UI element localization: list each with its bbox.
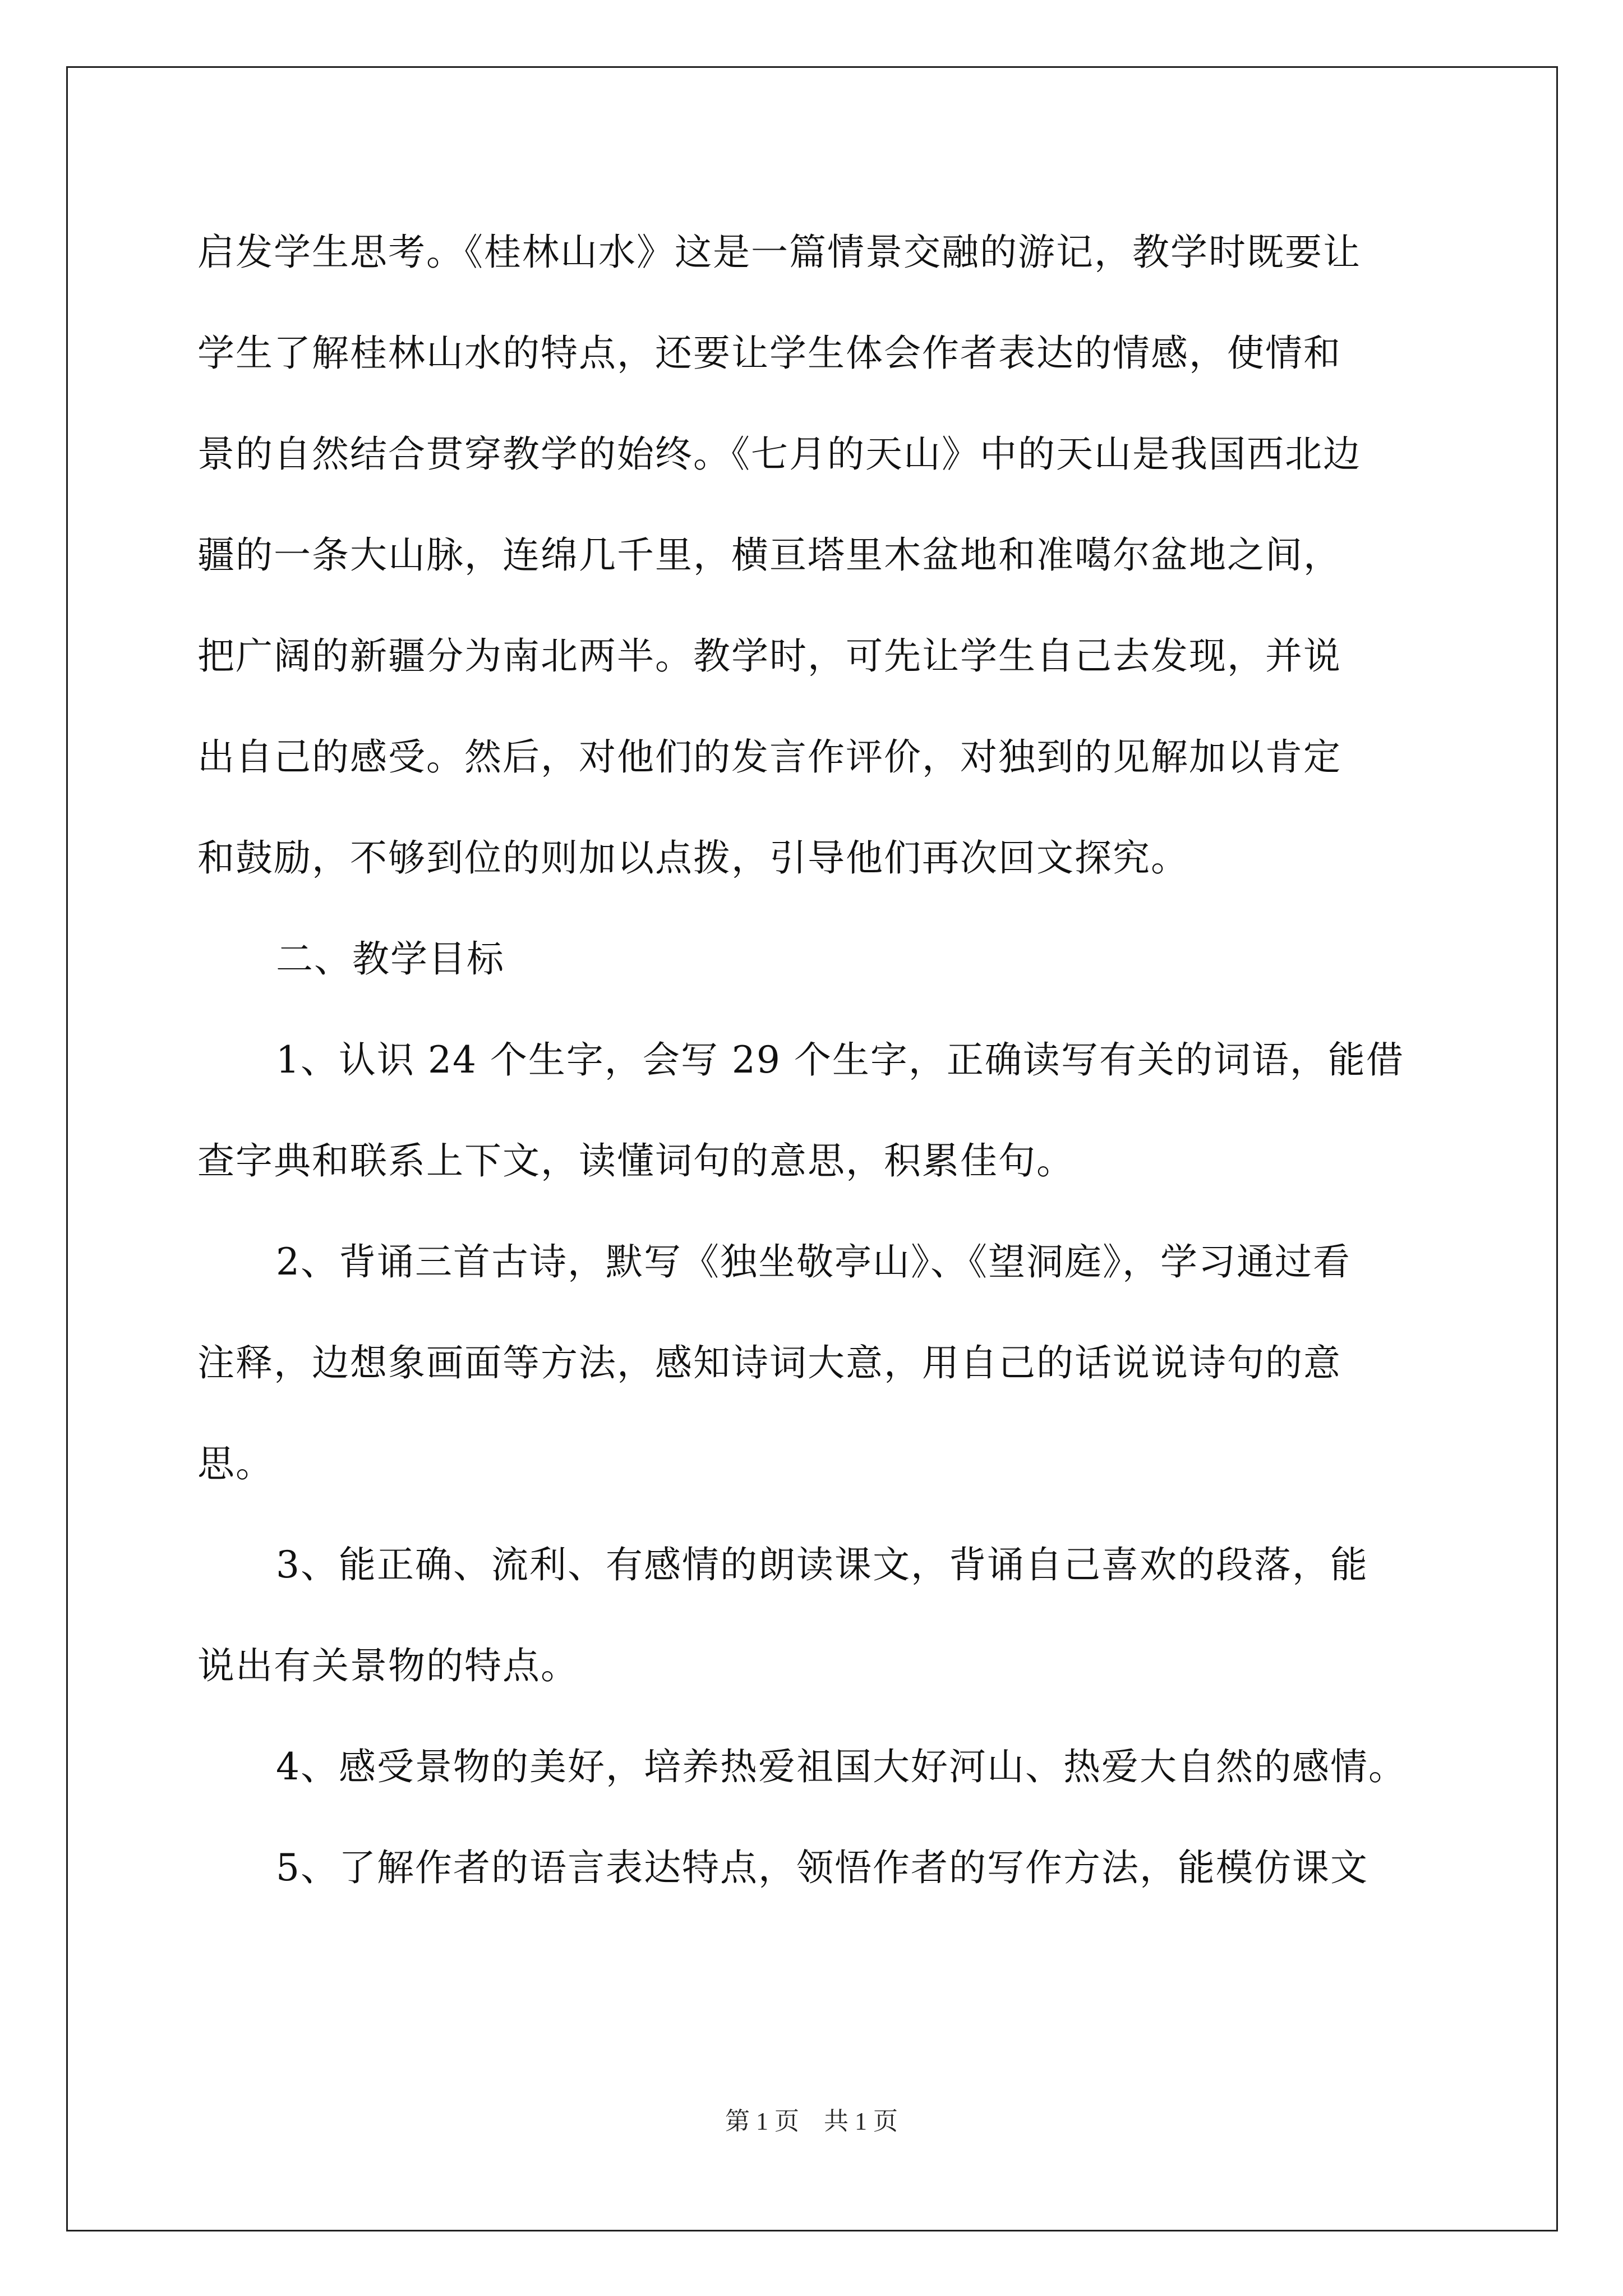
text-line: 4、感受景物的美好，培养热爱祖国大好河山、热爱大自然的感情。 xyxy=(276,1745,1407,1788)
text-line: 思。 xyxy=(197,1442,274,1485)
document-body xyxy=(197,202,1437,1986)
text-line: 学生了解桂林山水的特点，还要让学生体会作者表达的情感，使情和 xyxy=(197,332,1341,375)
text-line: 疆的一条大山脉，连绵几千里，横亘塔里木盆地和准噶尔盆地之间， xyxy=(197,533,1341,577)
text-line: 景的自然结合贯穿教学的始终。《七月的天山》中的天山是我国西北边 xyxy=(197,432,1361,476)
text-line: 2、背诵三首古诗，默写《独坐敬亭山》、《望洞庭》，学习通过看 xyxy=(276,1240,1351,1283)
text-line: 二、教学目标 xyxy=(276,937,505,981)
text-line: 查字典和联系上下文，读懂词句的意思，积累佳句。 xyxy=(197,1139,1075,1182)
text-line: 注释，边想象画面等方法，感知诗词大意，用自己的话说说诗句的意 xyxy=(197,1341,1341,1384)
text-line: 启发学生思考。《桂林山水》这是一篇情景交融的游记，教学时既要让 xyxy=(197,231,1361,274)
text-line: 3、能正确、流利、有感情的朗读课文，背诵自己喜欢的段落，能 xyxy=(276,1543,1368,1586)
text-line: 把广阔的新疆分为南北两半。教学时，可先让学生自己去发现，并说 xyxy=(197,634,1341,678)
text-line: 1、认识 24 个生字，会写 29 个生字，正确读写有关的词语，能借 xyxy=(276,1038,1404,1082)
text-line: 和鼓励，不够到位的则加以点拨，引导他们再次回文探究。 xyxy=(197,836,1189,880)
text-line: 说出有关景物的特点。 xyxy=(197,1644,579,1687)
text-line: 5、了解作者的语言表达特点，领悟作者的写作方法，能模仿课文 xyxy=(276,1846,1368,1889)
text-line: 出自己的感受。然后，对他们的发言作评价，对独到的见解加以肯定 xyxy=(197,735,1341,779)
page-footer: 第 1 页 共 1 页 xyxy=(725,2108,898,2135)
